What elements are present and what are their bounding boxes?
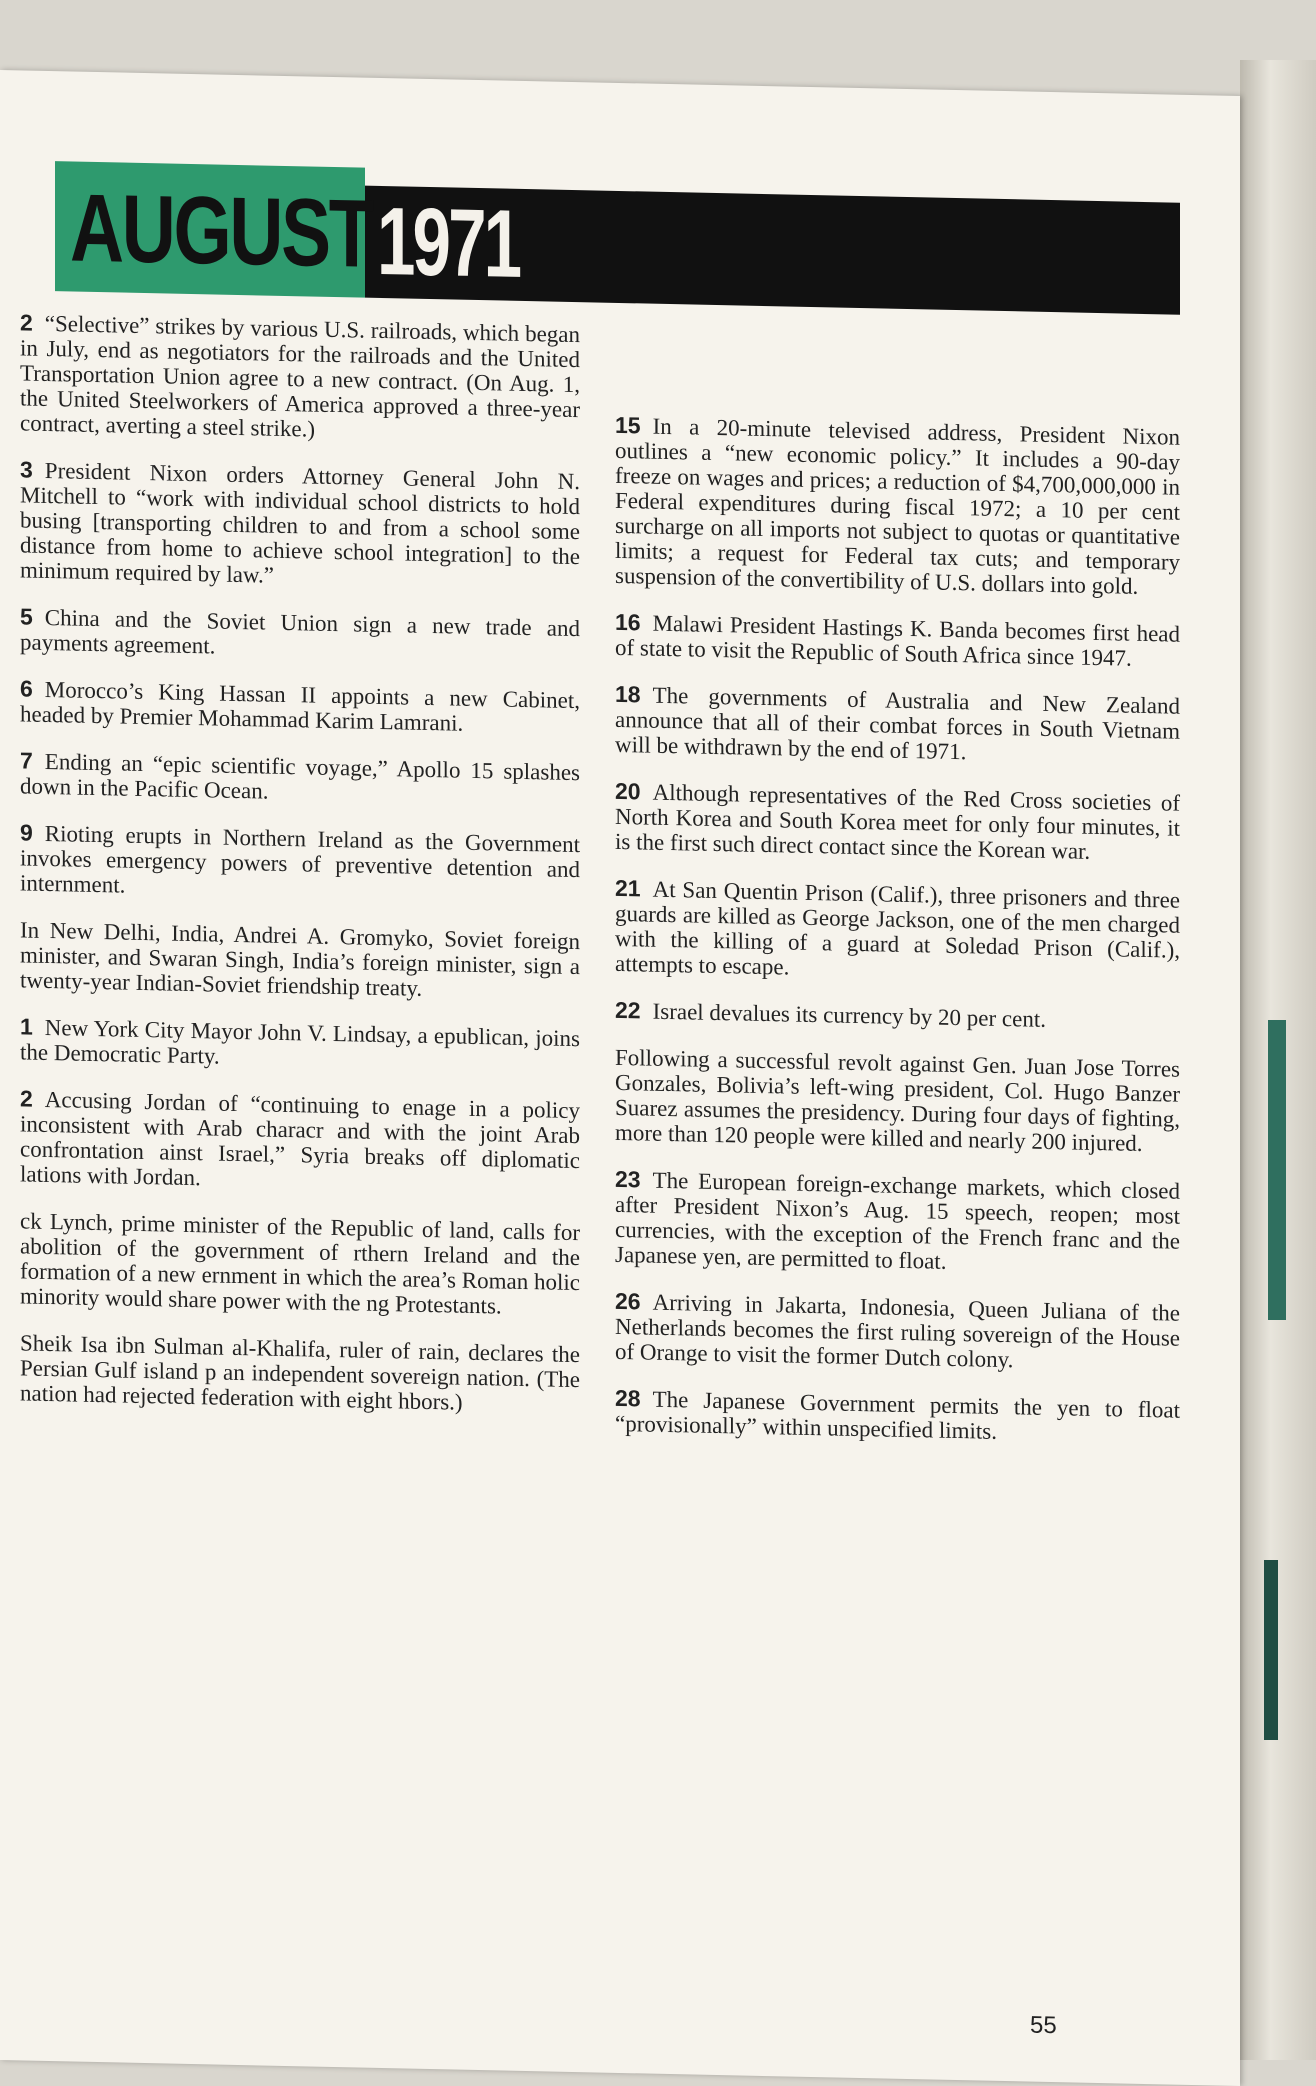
chronology-entry [615,876,1180,988]
entry-text: Arriving in Jakarta, Indonesia, Queen Juliana of the Netherlands becomes the first ruling sovereign of the House of Orange to visit the former Dutch colony. [615,1289,1180,1373]
chronology-entry [20,748,580,810]
entry-text: Malawi President Hastings K. Banda becomes first head of state to visit the Republic of South Africa since 1947. [615,610,1180,671]
entry-day: 5 [20,603,33,630]
chronology-entry [20,820,580,907]
entry-day: 20 [615,777,641,805]
chronology-entry [20,1330,580,1417]
entry-day: 18 [615,680,641,708]
chronology-entry [20,310,580,447]
entry-day: 3 [20,456,33,483]
entry-text: The Japanese Government permits the yen to float “provisionally” within unspecified limits. [615,1386,1180,1444]
entry-text: China and the Soviet Union sign a new trade and payments agreement. [20,604,580,659]
chronology-entry [615,610,1180,672]
entry-day: 9 [20,819,33,846]
entry-text: “Selective” strikes by various U.S. railroads, which began in July, end as negotiators for the railroads and the United Transportation Union agree to a new contract. (On Aug. 1, the United Steelworkers of America approved a three-year contract, averting a steel strike.) [20,310,580,442]
entry-text: Accusing Jordan of “continuing to enage in a policy inconsistent with Arab characr and with the joint Arab confrontation ainst Israel,” Syria breaks off diplomatic lations with Jordan. [20,1086,580,1191]
entry-text: In a 20-minute televised address, President Nixon outlines a “new economic policy.” It includes a 90-day freeze on wages and prices; a reduction of $4,700,000,000 in Federal expenditures during fiscal 1972; a 10 per cent surcharge on all imports not subject to quotas or quantitative limits; a request for Federal tax cuts; and temporary suspension of the convertibility of U.S. dollars into gold. [615,413,1180,599]
entry-text: New York City Mayor John V. Lindsay, a epublican, joins the Democratic Party. [20,1014,580,1069]
banner-year: 1971 [377,187,520,298]
entry-day: 26 [615,1287,641,1315]
page-number: 55 [1030,2011,1057,2040]
entry-day: 1 [20,1013,33,1040]
entry-day: 2 [20,1085,33,1112]
chronology-entry [20,1014,580,1076]
entry-day: 16 [615,608,641,636]
entry-text: Ending an “epic scientific voyage,” Apollo 15 splashes down in the Pacific Ocean. [20,748,580,804]
entry-text: The European foreign-exchange markets, which closed after President Nixon’s Aug. 15 speech, reopen; most currencies, with the exception of the French franc and the Japanese yen, are permitted to float. [615,1167,1180,1274]
book-edge [1240,60,1316,2060]
chronology-entry [20,917,580,1004]
edge-tab-dark [1264,1560,1278,1740]
entry-text: Following a successful revolt against Gen. Juan Jose Torres Gonzales, Bolivia’s left-wing president, Col. Hugo Banzer Suarez assumes the presidency. During four days of fighting, more than 120 people were killed and nearly 200 injured. [615,1044,1180,1156]
chronology-entry [615,779,1180,866]
chronology-entry [20,1086,580,1198]
entry-day: 21 [615,874,641,902]
entry-day: 23 [615,1165,641,1193]
chronology-entry [615,413,1180,600]
entry-text: President Nixon orders Attorney General John N. Mitchell to “work with individual school districts to hold busing [transporting children to and from a school some distance from home to achieve school integration] to the minimum required by law.” [20,457,580,588]
chronology-entry [615,998,1180,1035]
entry-text: Israel devalues its currency by 20 per cent. [652,998,1046,1032]
chronology-entry [615,1167,1180,1279]
entry-day: 22 [615,996,641,1024]
banner-month: AUGUST [70,174,373,288]
entry-day: 2 [20,309,33,336]
entry-text: At San Quentin Prison (Calif.), three prisoners and three guards are killed as George Jackson, one of the men charged with the killing of a guard at Soledad Prison (Calif.), attempts to escape. [615,876,1180,980]
entry-day: 28 [615,1384,641,1412]
entry-text: The governments of Australia and New Zealand announce that all of their combat forces in South Vietnam will be withdrawn by the end of 1971. [615,682,1180,765]
chronology-entry [615,682,1180,769]
entry-text: In New Delhi, India, Andrei A. Gromyko, Soviet foreign minister, and Swaran Singh, India’s foreign minister, sign a twenty-year Indian-Soviet friendship treaty. [20,917,580,1001]
entry-text: ck Lynch, prime minister of the Republic of land, calls for abolition of the government of rthern Ireland and the formation of a new ernment in which the area’s Roman holic minority would share power with the ng Protestants. [20,1208,580,1319]
entry-day: 6 [20,675,33,702]
entry-text: Although representatives of the Red Cross societies of North Korea and South Korea meet for only four minutes, it is the first such direct contact since the Korean war. [615,779,1180,864]
book-page [0,70,1240,2086]
entry-text: Rioting erupts in Northern Ireland as the Government invokes emergency powers of preventive detention and internment. [20,820,580,898]
chronology-entry [615,1045,1180,1157]
entry-day: 15 [615,411,641,439]
right-column [615,413,1180,1470]
entry-text: Morocco’s King Hassan II appoints a new Cabinet, headed by Premier Mohammad Karim Lamrani. [20,676,580,736]
entry-text: Sheik Isa ibn Sulman al-Khalifa, ruler of rain, declares the Persian Gulf island p an independent sovereign nation. (The nation had rejected federation with eight hbors.) [20,1330,580,1415]
chronology-entry [20,604,580,666]
chronology-entry [615,1289,1180,1376]
chronology-entry [615,1386,1180,1448]
month-banner [55,161,1180,315]
entry-day: 7 [20,747,33,774]
left-column [20,310,580,1439]
edge-tab-green [1268,1020,1286,1320]
chronology-entry [20,676,580,738]
chronology-entry [20,457,580,594]
chronology-entry [20,1208,580,1320]
